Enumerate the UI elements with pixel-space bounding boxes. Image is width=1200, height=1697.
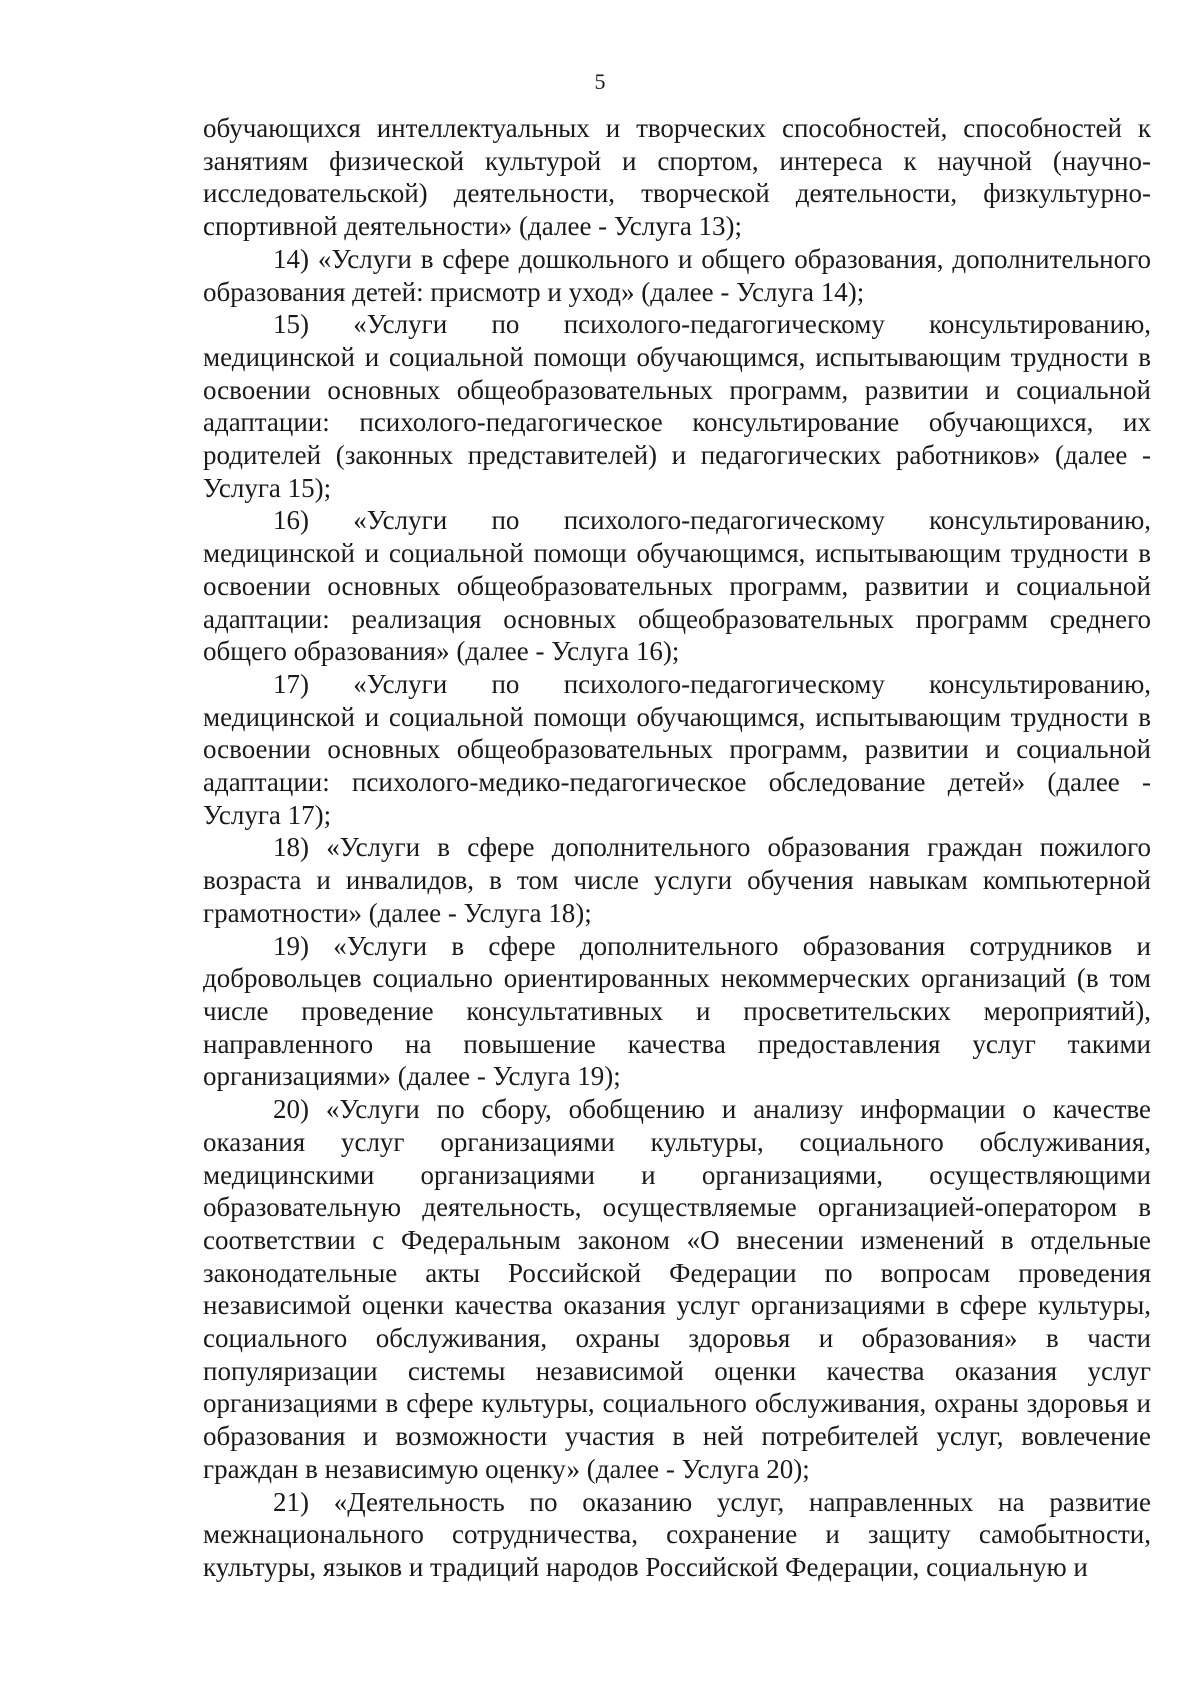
list-item-15: 15) «Услуги по психолого-педагогическому консультированию, медицинской и социальной помощи обучающимся, испытывающим трудности в освоении основных общеобразовательных программ, развитии и социальной адаптации: психолого-педагогическое консультирование обучающихся, их родителей (законных представителей) и педагогических работников» (далее - Услуга 15);	[203, 309, 1151, 503]
list-item-16: 16) «Услуги по психолого-педагогическому консультированию, медицинской и социальной помощи обучающимся, испытывающим трудности в освоении основных общеобразовательных программ, развитии и социальной адаптации: реализация основных общеобразовательных программ среднего общего образования» (далее - Услуга 16);	[203, 505, 1151, 667]
list-item-17: 17) «Услуги по психолого-педагогическому консультированию, медицинской и социальной помощи обучающимся, испытывающим трудности в освоении основных общеобразовательных программ, развитии и социальной адаптации: психолого-медико-педагогическое обследование детей» (далее - Услуга 17);	[203, 668, 1151, 830]
paragraph-continuation: обучающихся интеллектуальных и творческих способностей, способностей к занятиям физической культурой и спортом, интереса к научной (научно-исследовательской) деятельности, творческой деятельности, физкультурно-спортивной деятельности» (далее - Услуга 13);	[203, 113, 1151, 242]
document-body	[203, 112, 1151, 1584]
list-item-21: 21) «Деятельность по оказанию услуг, направленных на развитие межнационального сотрудничества, сохранение и защиту самобытности, культуры, языков и традиций народов Российской Федерации, социальную и	[203, 1486, 1151, 1582]
list-item-14: 14) «Услуги в сфере дошкольного и общего образования, дополнительного образования детей: присмотр и уход» (далее - Услуга 14);	[203, 243, 1151, 307]
list-item-20: 20) «Услуги по сбору, обобщению и анализу информации о качестве оказания услуг организациями культуры, социального обслуживания, медицинскими организациями и организациями, осуществляющими образовательную деятельность, осуществляемые организацией-оператором в соответствии с Федеральным законом «О внесении изменений в отдельные законодательные акты Российской Федерации по вопросам проведения независимой оценки качества оказания услуг организациями в сфере культуры, социального обслуживания, охраны здоровья и образования» в части популяризации системы независимой оценки качества оказания услуг организациями в сфере культуры, социального обслуживания, охраны здоровья и образования и возможности участия в ней потребителей услуг, вовлечение граждан в независимую оценку» (далее - Услуга 20);	[203, 1094, 1151, 1484]
list-item-18: 18) «Услуги в сфере дополнительного образования граждан пожилого возраста и инвалидов, в том числе услуги обучения навыкам компьютерной грамотности» (далее - Услуга 18);	[203, 832, 1151, 928]
list-item-19: 19) «Услуги в сфере дополнительного образования сотрудников и добровольцев социально ориентированных некоммерческих организаций (в том числе проведение консультативных и просветительских мероприятий), направленного на повышение качества предоставления услуг такими организациями» (далее - Услуга 19);	[203, 930, 1151, 1092]
page-number: 5	[594, 69, 606, 94]
